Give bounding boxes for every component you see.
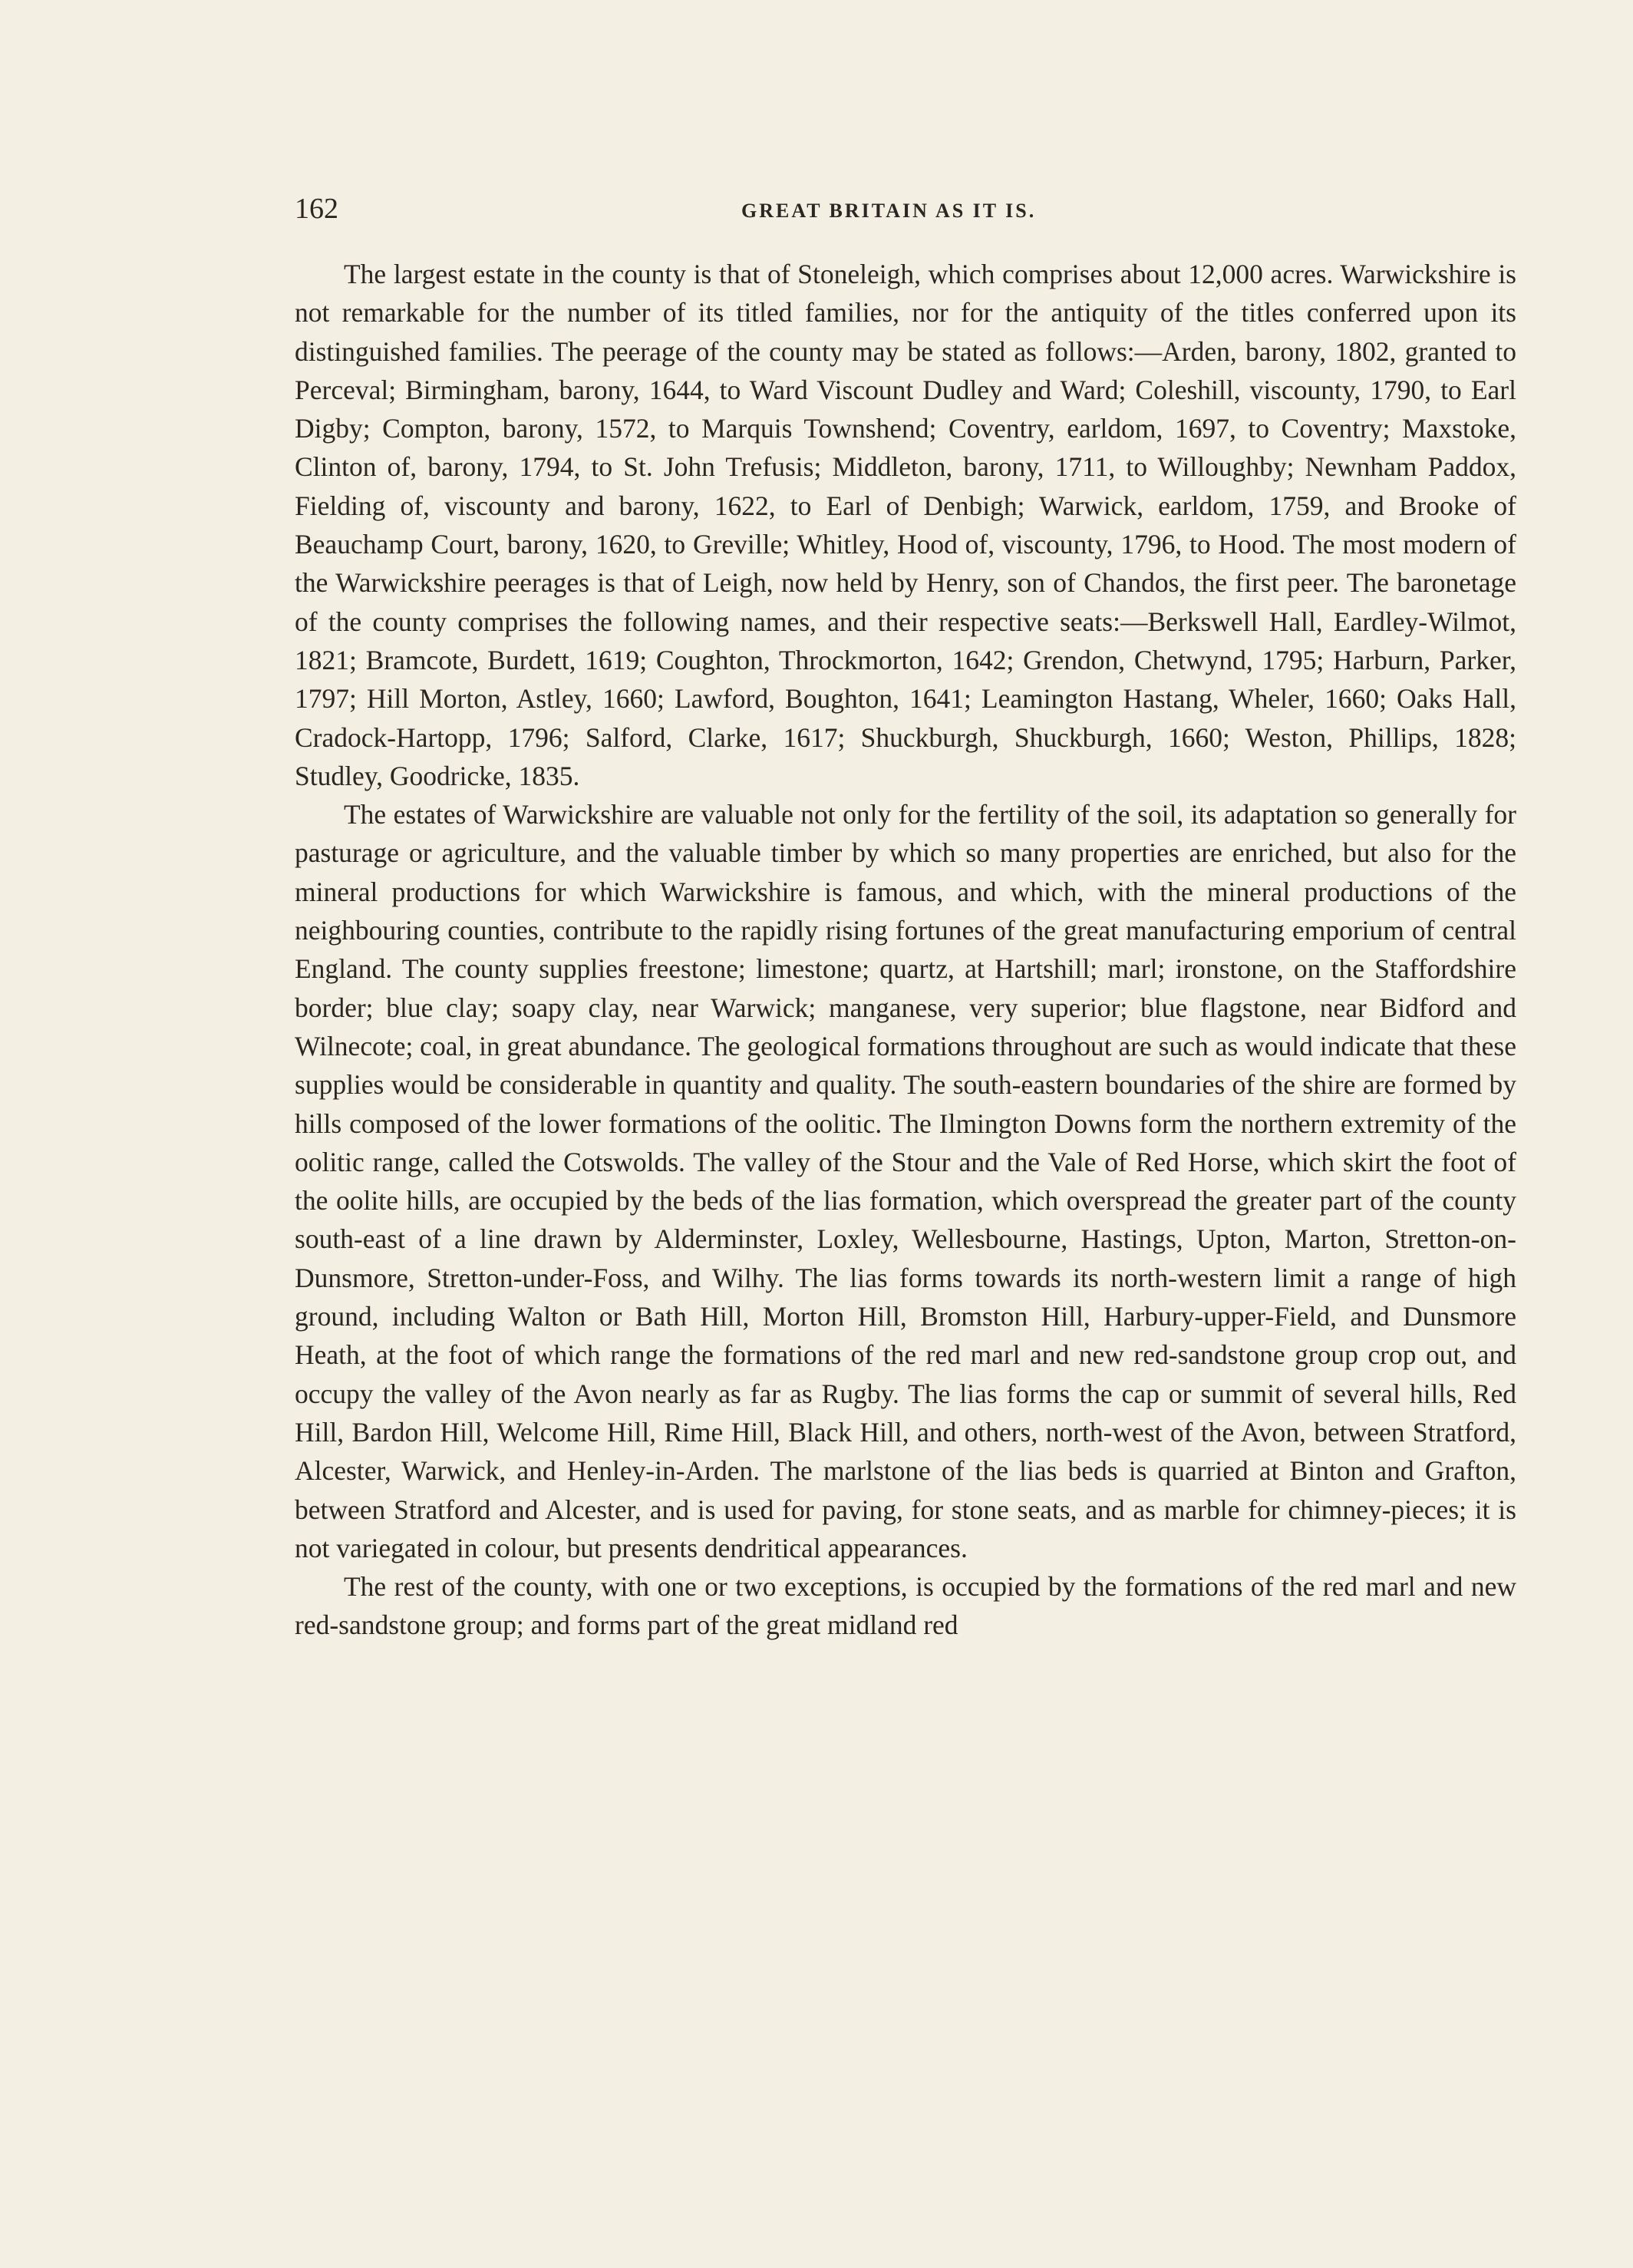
running-head: [295, 192, 1516, 238]
paragraph-estates-minerals: The estates of Warwickshire are valuable not only for the fertility of the soil, its adaptation so generally for pasturage or agriculture, and the valuable timber by which so many properties are enriched, but also for the mineral productions for which Warwickshire is famous, and which, with the mineral productions of the neighbouring counties, contribute to the rapidly rising fortunes of the great manufacturing emporium of central England. The county supplies freestone; limestone; quartz, at Hartshill; marl; ironstone, on the Staffordshire border; blue clay; soapy clay, near Warwick; manganese, very superior; blue flagstone, near Bidford and Wilnecote; coal, in great abundance. The geological formations throughout are such as would indicate that these supplies would be considerable in quantity and quality. The south-eastern boundaries of the shire are formed by hills composed of the lower formations of the oolitic. The Ilmington Downs form the northern extremity of the oolitic range, called the Cotswolds. The valley of the Stour and the Vale of Red Horse, which skirt the foot of the oolite hills, are occupied by the beds of the lias formation, which overspread the greater part of the county south-east of a line drawn by Alderminster, Loxley, Wellesbourne, Hastings, Upton, Marton, Stretton-on-Dunsmore, Stretton-under-Foss, and Wilhy. The lias forms towards its north-western limit a range of high ground, including Walton or Bath Hill, Morton Hill, Bromston Hill, Harbury-upper-Field, and Dunsmore Heath, at the foot of which range the formations of the red marl and new red-sandstone group crop out, and occupy the valley of the Avon nearly as far as Rugby. The lias forms the cap or summit of several hills, Red Hill, Bardon Hill, Welcome Hill, Rime Hill, Black Hill, and others, north-west of the Avon, between Stratford, Alcester, Warwick, and Henley-in-Arden. The marlstone of the lias beds is quarried at Binton and Grafton, between Stratford and Alcester, and is used for paving, for stone seats, and as marble for chimney-pieces; it is not variegated in colour, but presents dendritical appearances.: [295, 799, 1516, 1563]
page-number: 162: [295, 193, 338, 225]
paragraph-peerage: The largest estate in the county is that of Stoneleigh, which comprises about 12,000 acres. Warwickshire is not remarkable for the number of its titled families, nor for the antiquity of the titles conferred upon its distinguished families. The peerage of the county may be stated as follows:—Arden, barony, 1802, granted to Perceval; Birmingham, barony, 1644, to Ward Viscount Dudley and Ward; Coleshill, viscounty, 1790, to Earl Digby; Compton, barony, 1572, to Marquis Townshend; Coventry, earldom, 1697, to Coventry; Maxstoke, Clinton of, barony, 1794, to St. John Trefusis; Middleton, barony, 1711, to Willoughby; Newnham Paddox, Fielding of, viscounty and barony, 1622, to Earl of Denbigh; Warwick, earldom, 1759, and Brooke of Beauchamp Court, barony, 1620, to Greville; Whitley, Hood of, viscounty, 1796, to Hood. The most modern of the Warwickshire peerages is that of Leigh, now held by Henry, son of Chandos, the first peer. The baronetage of the county comprises the following names, and their respective seats:—Berkswell Hall, Eardley-Wilmot, 1821; Bramcote, Burdett, 1619; Coughton, Throckmorton, 1642; Grendon, Chetwynd, 1795; Harburn, Parker, 1797; Hill Morton, Astley, 1660; Lawford, Boughton, 1641; Leamington Hastang, Wheler, 1660; Oaks Hall, Cradock-Hartopp, 1796; Salford, Clarke, 1617; Shuckburgh, Shuckburgh, 1660; Weston, Phillips, 1828; Studley, Goodricke, 1835.: [295, 259, 1516, 791]
paragraph-rest-of-county: The rest of the county, with one or two exceptions, is occupied by the formations of the red marl and new red-sandstone group; and forms part of the great midland red: [295, 1571, 1516, 1641]
body-text: [295, 255, 1516, 1645]
running-title: GREAT BRITAIN AS IT IS.: [741, 200, 1037, 222]
